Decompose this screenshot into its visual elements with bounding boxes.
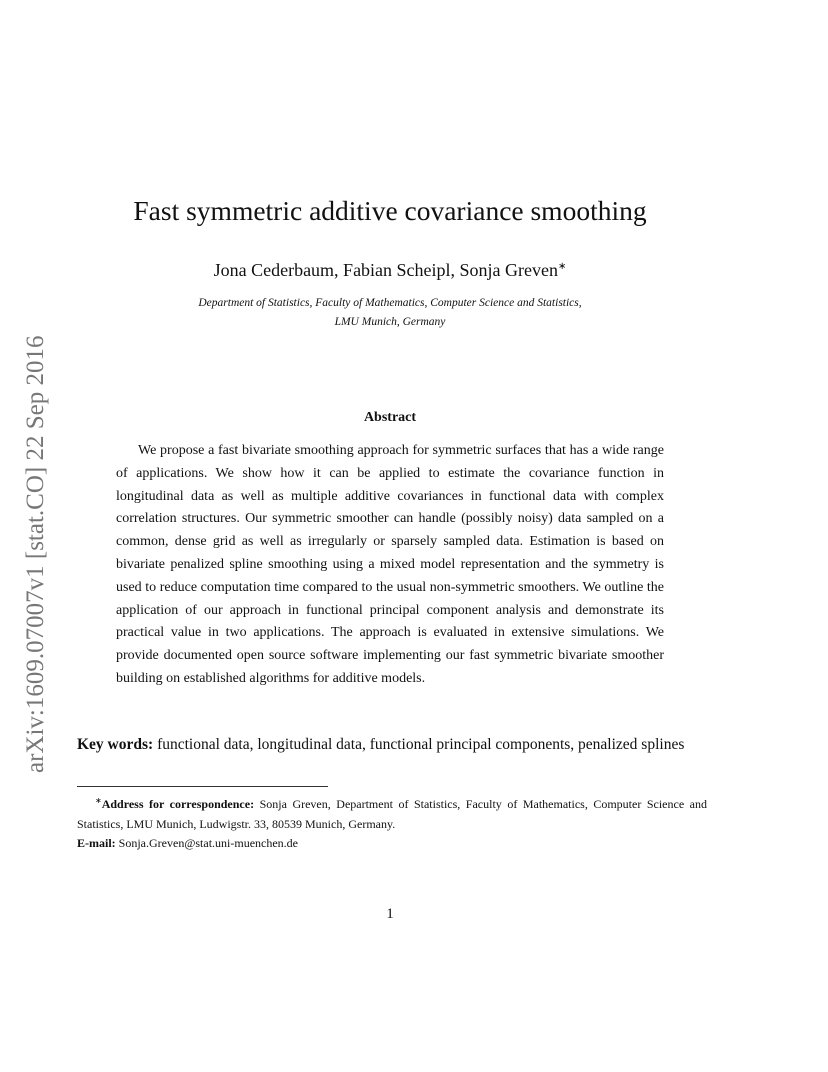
email-label: E-mail:: [77, 836, 116, 850]
keywords-text: functional data, longitudinal data, functional principal components, penalized splines: [157, 736, 685, 753]
abstract-body: We propose a fast bivariate smoothing approach for symmetric surfaces that has a wide range of applications. We show how it can be applied to estimate the covariance function in longitudinal data as well as multiple additive covariances in functional data with complex correlation structures. Our symmetric smoother can handle (possibly noisy) data sampled on a common, dense grid as well as irregularly or sparsely sampled data. Estimation is based on bivariate penalized spline smoothing using a mixed model representation and the symmetry is used to reduce computation time compared to the usual non-symmetric smoothers. We outline the application of our approach in functional principal component analysis and demonstrate its practical value in two applications. The approach is evaluated in extensive simulations. We provide documented open source software implementing our fast symmetric bivariate smoother building on established algorithms for additive models.: [116, 443, 664, 686]
footnote-mark: ∗: [95, 796, 102, 805]
page-number: 1: [386, 906, 394, 922]
affiliation: [0, 294, 780, 332]
paper-title: Fast symmetric additive covariance smoothing: [133, 195, 647, 226]
footnote-email: [77, 834, 707, 854]
affiliation-line-1: Department of Statistics, Faculty of Mathematics, Computer Science and Statistics,: [198, 297, 582, 309]
footnote-rule: [77, 786, 328, 787]
affiliation-line-2: LMU Munich, Germany: [334, 316, 446, 328]
abstract-heading: Abstract: [363, 410, 417, 425]
author-list: [0, 256, 780, 281]
keywords: [77, 733, 707, 757]
keywords-label: Key words:: [77, 736, 154, 753]
address-text: Sonja Greven, Department of Statistics, Faculty of Mathematics, Computer Science and Statistics, LMU Munich, Ludwigstr. 33, 80539 Munich, Germany.: [77, 797, 708, 831]
author-names: Jona Cederbaum, Fabian Scheipl, Sonja Greven: [213, 260, 559, 280]
footnote-address: [77, 791, 707, 834]
email-address[interactable]: Sonja.Greven@stat.uni-muenchen.de: [118, 836, 299, 850]
footnote: [77, 791, 707, 854]
address-label: Address for correspondence:: [101, 797, 255, 811]
arxiv-identifier: arXiv:1609.07007v1 [stat.CO] 22 Sep 2016: [22, 335, 49, 773]
author-footnote-mark: ∗: [558, 261, 567, 272]
